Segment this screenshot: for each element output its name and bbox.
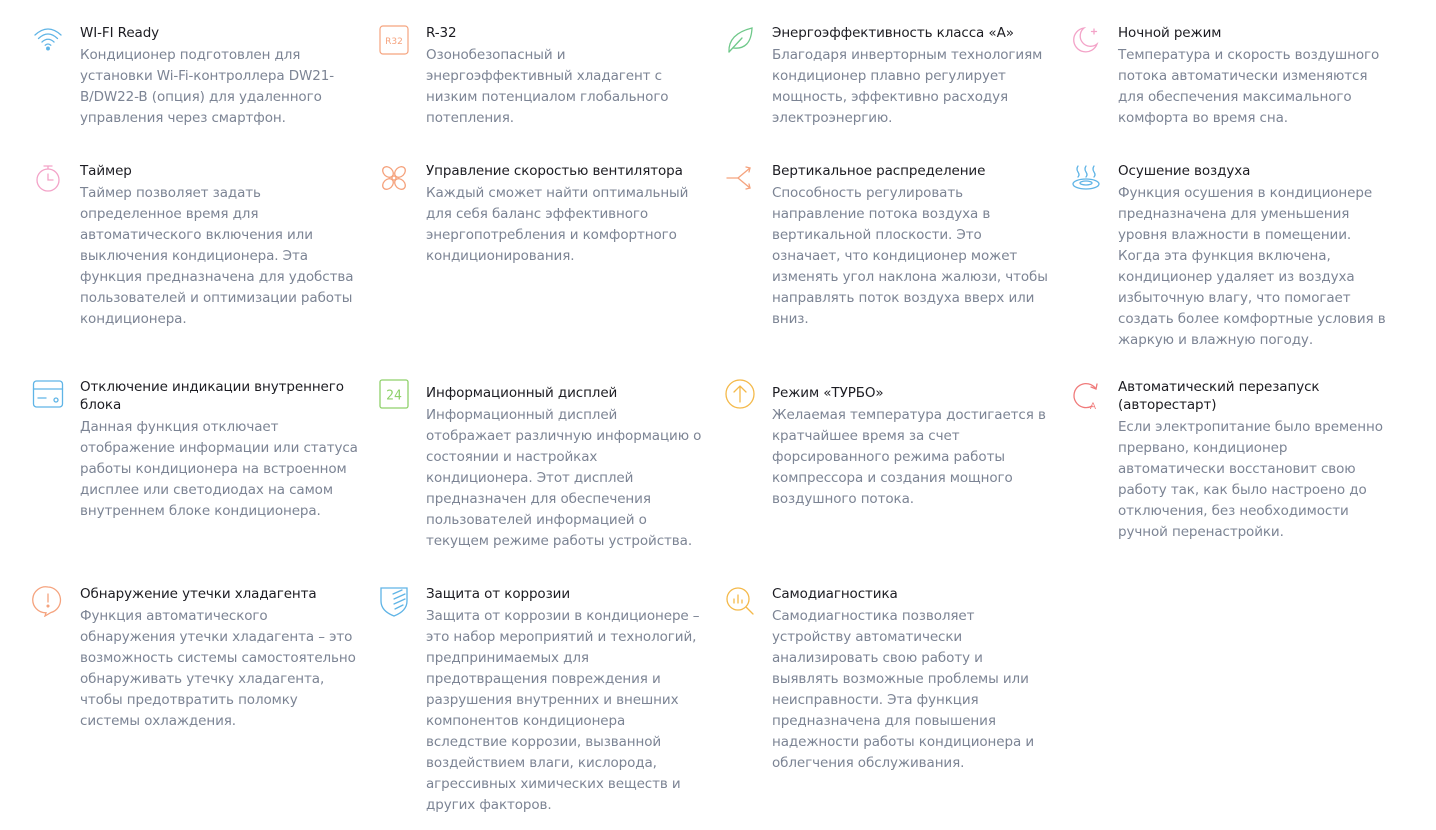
r32-icon-text: R32 [385,37,403,47]
feature-description: Самодиагностика позволяет устройству автоматически анализировать свою работу и выявлять возможные проблемы или неисправности. Эта функция предназначена для повышения надежности работы кондиционера и облегчения обслуживания. [772,608,1034,771]
feature-description: Желаемая температура достигается в кратчайшее время за счет форсированного режима работы компрессора и создания мощного воздушного потока. [772,407,1046,507]
auto-restart-icon [1070,378,1102,410]
leak-alert-icon [32,585,64,617]
feature-description: Кондиционер подготовлен для установки Wi-Fi-контроллера DW21-B/DW22-B (опция) для удаленного управления через смартфон. [80,47,335,126]
feature-title: Автоматический перезапуск (авторестарт) [1118,379,1320,413]
auto-restart-icon-text: A [1089,402,1097,410]
feature-description: Данная функция отключает отображение информации или статуса работы кондиционера на встроенном дисплее или светодиодах на самом внутреннем блоке кондиционера. [80,419,358,519]
moon-icon [1070,24,1102,56]
feature-description: Каждый сможет найти оптимальный для себя баланс эффективного энергопотребления и комфортного кондиционирования. [426,185,689,264]
feature-title: Управление скоростью вентилятора [426,163,683,179]
feature-description: Если электропитание было временно прервано, кондиционер автоматически восстановит свою работу так, как было настроено до отключения, без необходимости ручной перенастройки. [1118,419,1383,540]
self-diagnosis-icon [724,585,756,617]
feature-title: Режим «ТУРБО» [772,385,884,401]
feature-title: Осушение воздуха [1118,163,1251,179]
feature-title: WI-FI Ready [80,25,160,41]
feature-description: Информационный дисплей отображает различную информацию о состоянии и настройках кондиционера. Этот дисплей предназначен для обеспечения пользователей информацией о текущем режиме работы устройства. [426,407,702,549]
timer-icon [32,162,64,194]
feature-title: Обнаружение утечки хладагента [80,586,317,602]
feature-title: Информационный дисплей [426,385,618,401]
feature-description: Озонобезопасный и энергоэффективный хладагент с низким потенциалом глобального потепления. [426,47,669,126]
dehumidify-icon [1070,162,1102,194]
wifi-icon [32,24,64,56]
r32-refrigerant-icon [378,24,410,56]
feature-description: Таймер позволяет задать определенное время для автоматического включения или выключения кондиционера. Эта функция предназначена для удобства пользователей и оптимизации работы кондиционера. [80,185,354,327]
feature-title: R-32 [426,25,457,41]
feature-title: Самодиагностика [772,586,898,602]
indoor-unit-display-off-icon [32,378,64,410]
leaf-icon [724,24,756,56]
feature-description: Температура и скорость воздушного потока автоматически изменяются для обеспечения максимального комфорта во время сна. [1118,47,1380,126]
feature-title: Энергоэффективность класса «А» [772,25,1014,41]
info-display-icon-text: 24 [386,388,402,404]
feature-title: Защита от коррозии [426,586,570,602]
feature-title: Ночной режим [1118,25,1222,41]
feature-description: Способность регулировать направление потока воздуха в вертикальной плоскости. Это означает, что кондиционер может изменять угол наклона жалюзи, чтобы направлять поток воздуха вверх или вниз. [772,185,1048,327]
feature-description: Благодаря инверторным технологиям кондиционер плавно регулирует мощность, эффективно расходуя электроэнергию. [772,47,1043,126]
feature-description: Функция осушения в кондиционере предназначена для уменьшения уровня влажности в помещении. Когда эта функция включена, кондиционер удаляет из воздуха избыточную влагу, что помогает создать более комфортные условия в жаркую и влажную погоду. [1118,185,1386,348]
feature-description: Защита от коррозии в кондиционере – это набор мероприятий и технологий, предпринимаемых для предотвращения повреждения и разрушения внутренних и внешних компонентов кондиционера вследствие коррозии, вызванной воздействием влаги, кислорода, агрессивных химических веществ и других факторов. [426,608,700,813]
turbo-arrow-up-icon [724,378,756,410]
shield-icon [378,585,410,617]
feature-title: Таймер [80,163,132,179]
fan-icon [378,162,410,194]
feature-title: Отключение индикации внутреннего блока [80,379,344,413]
vertical-airflow-icon [724,162,756,194]
info-display-icon [378,378,410,410]
feature-title: Вертикальное распределение [772,163,986,179]
feature-description: Функция автоматического обнаружения утечки хладагента – это возможность системы самостоятельно обнаруживать утечку хладагента, чтобы предотвратить поломку системы охлаждения. [80,608,356,729]
